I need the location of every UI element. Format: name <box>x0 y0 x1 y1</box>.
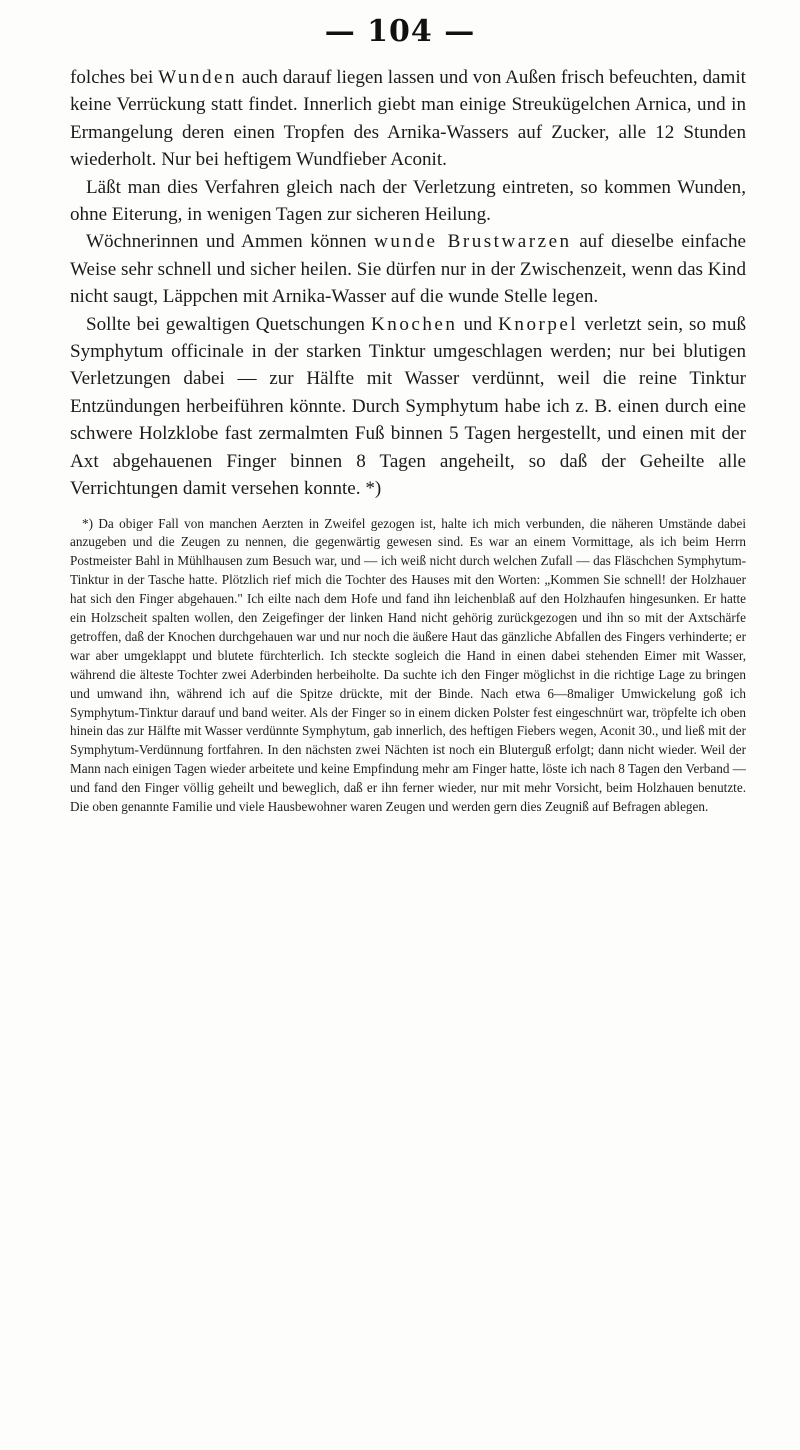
paragraph <box>70 228 746 310</box>
text-run: verletzt sein, so muß Symphytum officinale in der starken Tinktur umgeschlagen werden; nur bei blutigen Verletzungen dabei — zur Hälfte mit Wasser verdünnt, weil die reine Tinktur Entzündungen herbeiführen könnte. Durch Symphytum habe ich z. B. einen durch eine schwere Holzklobe fast zermalmten Fuß binnen 5 Tagen hergestellt, und einen mit der Axt abgehauenen Finger binnen 8 Tagen angeheilt, so daß der Geheilte alle Verrichtungen damit versehen konnte. *) <box>70 313 747 500</box>
text-run: folches bei <box>70 67 159 88</box>
main-text <box>70 64 746 503</box>
text-run: auch darauf liegen lassen und von Außen frisch befeuchten, damit keine Verrückung statt findet. Innerlich giebt man einige Streukügelchen Arnica, und in Ermangelung deren einen Tropfen des Arnika-Wassers auf Zucker, alle 12 Stunden wiederholt. Nur bei heftigem Wundfieber Aconit. <box>70 67 746 171</box>
text-run: Wöchnerinnen und Ammen können <box>86 231 375 253</box>
emphasized-term: Knorpel <box>498 313 579 335</box>
page-number: — 104 — <box>324 14 476 49</box>
emphasized-term: Wunden <box>158 67 238 88</box>
page-content <box>70 64 746 817</box>
footnote: *) Da obiger Fall von manchen Aerzten in Zweifel gezogen ist, halte ich mich verbunden, die näheren Umstände dabei anzugeben und die Zeugen zu nennen, die gegenwärtig gewesen sind. Es war an einem Vormittage, als ich beim Herrn Postmeister Bahl in Mühlhausen zum Besuch war, und — ich weiß nicht durch welchen Zufall — das Fläschchen Symphytum-Tinktur in der Tasche hatte. Plötzlich rief mich die Tochter des Hauses mit den Worten: „Kommen Sie schnell! der Holzhauer hat sich den Finger abgehauen." Ich eilte nach dem Hofe und fand ihn leichenblaß auf den Holzhaufen hingesunken. Er hatte ein Holzscheit spalten wollen, den Zeigefinger der linken Hand nicht gehörig zurückgezogen und ihn so mit der Axtschärfe getroffen, daß der Knochen durchgehauen war und nur noch die äußere Haut das gänzliche Abfallen des Fingers verhinderte; er war aber umgeklappt und blutete fürchterlich. Ich steckte sogleich die Hand in einen dabei stehenden Eimer mit Wasser, während die älteste Tochter zwei Aderbinden herbeiholte. Da suchte ich den Finger möglichst in die richtige Lage zu bringen und umwand ihn, während ich auf die Spitze drückte, mit der Binde. Nach etwa 6—8maliger Umwickelung goß ich Symphytum-Tinktur darauf und band weiter. Als der Finger so in einem dicken Polster fest eingeschnürt war, tröpfelte ich oben hinein das zur Hälfte mit Wasser verdünnte Symphytum, gab innerlich, des heftigen Fiebers wegen, Aconit 30., und ließ mit der Symphytum-Verdünnung fortfahren. In den nächsten zwei Nächten ist noch ein Bluterguß erfolgt; dann nicht wieder. Weil der Mann nach einigen Tagen wieder arbeitete und keine Empfindung mehr am Finger hatte, löste ich nach 8 Tagen den Verband — und fand den Finger völlig geheilt und beweglich, daß er ihn ferner wieder, nur mit mehr Vorsicht, beim Holzhauen benutzte. Die oben genannte Familie und viele Hausbewohner waren Zeugen und werden gern dies Zeugniß auf Befragen ablegen. <box>70 515 746 815</box>
paragraph <box>70 64 746 174</box>
paragraph <box>70 174 746 229</box>
text-run: Sollte bei gewaltigen Quetschungen <box>86 313 371 335</box>
text-run: auf dieselbe einfache Weise sehr schnell und sicher heilen. Sie dürfen nur in der Zwischenzeit, wenn das Kind nicht saugt, Läppchen mit Arnika-Wasser auf die wunde Stelle legen. <box>70 231 746 308</box>
text-run: Läßt man dies Verfahren gleich nach der Verletzung eintreten, so kommen Wunden, ohne Eiterung, in wenigen Tagen zur sicheren Heilung. <box>70 176 746 226</box>
text-run: und <box>457 313 499 335</box>
emphasized-term: Knochen <box>370 313 458 335</box>
emphasized-term: wunde Brustwarzen <box>374 231 572 253</box>
paragraph <box>70 311 746 503</box>
